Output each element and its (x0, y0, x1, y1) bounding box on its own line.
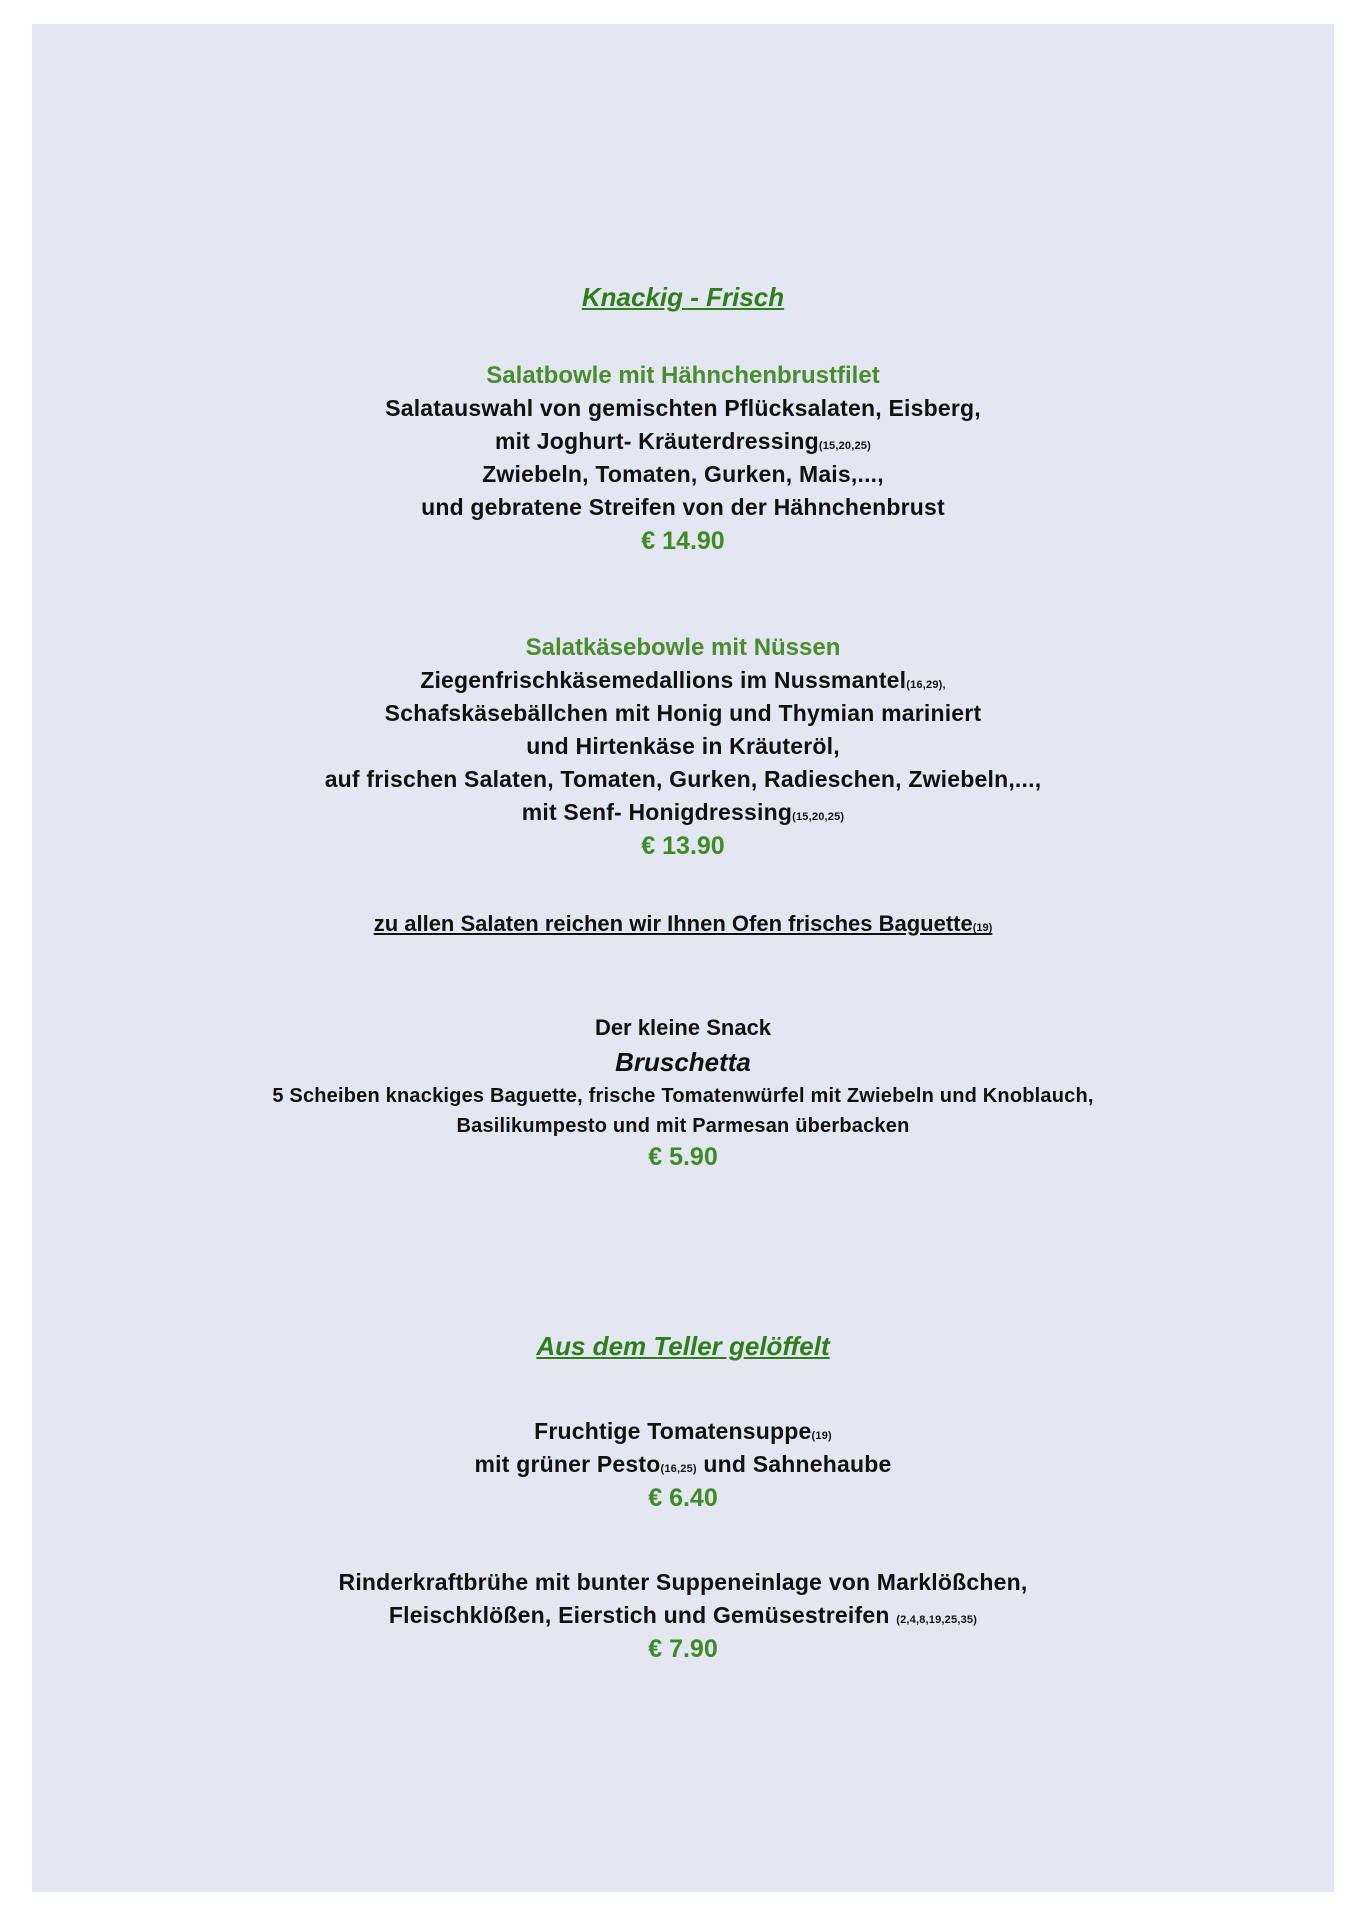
salad2-line4: auf frischen Salaten, Tomaten, Gurken, Radieschen, Zwiebeln,..., (324, 766, 1042, 792)
salad1-price: € 14.90 (641, 527, 725, 555)
salad2-line5-text: mit Senf- Honigdressing (521, 799, 793, 825)
salad2-line1-allergens: (16,29), (906, 679, 946, 691)
salad2-line1 (32, 667, 1334, 694)
salad2-line1-text: Ziegenfrischkäsemedallions im Nussmantel (420, 667, 907, 693)
soup2-line2 (32, 1602, 1334, 1629)
snack-line2: Basilikumpesto und mit Parmesan überbacken (456, 1115, 910, 1137)
soup1-line2-text-b: und Sahnehaube (696, 1451, 892, 1477)
baguette-note (32, 911, 1334, 937)
snack-name: Bruschetta (615, 1047, 751, 1077)
salad2-price: € 13.90 (641, 832, 725, 860)
soup2-price: € 7.90 (648, 1635, 718, 1663)
snack-price: € 5.90 (648, 1143, 718, 1171)
soup2-line2-allergens: (2,4,8,19,25,35) (896, 1614, 978, 1626)
salad2-line5-allergens: (15,20,25) (792, 811, 845, 823)
salad1-line2-text: mit Joghurt- Kräuterdressing (495, 428, 819, 454)
soup1-line1 (32, 1418, 1334, 1445)
section-title-salads: Knackig - Frisch (581, 282, 785, 312)
salad2-line5 (32, 799, 1334, 826)
menu-page (32, 24, 1334, 1892)
salad1-line3: Zwiebeln, Tomaten, Gurken, Mais,..., (482, 461, 884, 487)
salad1-line2 (32, 428, 1334, 455)
soup1-line2 (32, 1451, 1334, 1478)
salad1-title: Salatbowle mit Hähnchenbrustfilet (486, 362, 880, 389)
salad2-line3: und Hirtenkäse in Kräuteröl, (526, 733, 840, 759)
soup1-line1-text: Fruchtige Tomatensuppe (534, 1418, 812, 1444)
baguette-note-text: zu allen Salaten reichen wir Ihnen Ofen frisches Baguette (373, 911, 973, 936)
soup2-line1: Rinderkraftbrühe mit bunter Suppeneinlage von Marklößchen, (338, 1569, 1028, 1595)
salad1-line1: Salatauswahl von gemischten Pflücksalaten, Eisberg, (385, 395, 981, 421)
soup1-price: € 6.40 (648, 1484, 718, 1512)
salad1-line2-allergens: (15,20,25) (818, 440, 871, 452)
section-title-soups: Aus dem Teller gelöffelt (536, 1331, 830, 1361)
soup1-line2-text-a: mit grüner Pesto (474, 1451, 661, 1477)
snack-heading: Der kleine Snack (594, 1015, 772, 1040)
snack-line1: 5 Scheiben knackiges Baguette, frische Tomatenwürfel mit Zwiebeln und Knoblauch, (272, 1085, 1094, 1107)
salad1-line4: und gebratene Streifen von der Hähnchenbrust (421, 494, 945, 520)
salad2-title: Salatkäsebowle mit Nüssen (525, 634, 841, 661)
soup1-line2-allergens: (16,25) (660, 1463, 697, 1475)
salad2-line2: Schafskäsebällchen mit Honig und Thymian mariniert (384, 700, 982, 726)
soup1-line1-allergens: (19) (811, 1430, 832, 1442)
soup2-line2-text: Fleischklößen, Eierstich und Gemüsestreifen (388, 1602, 897, 1628)
baguette-note-allergens: (19) (972, 922, 993, 934)
